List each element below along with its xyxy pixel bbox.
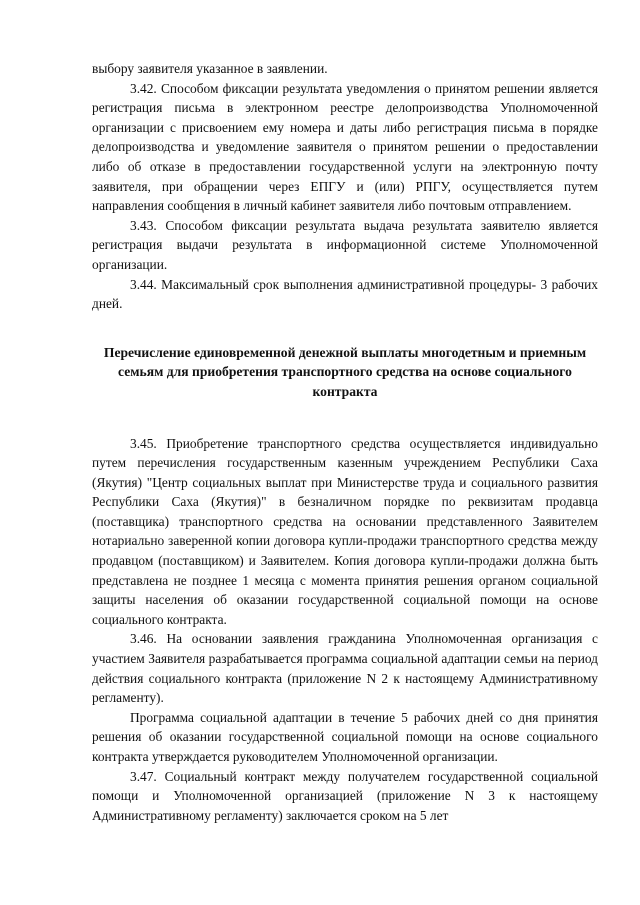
paragraph-3-43: 3.43. Способом фиксации результата выдача результата заявителю является регистрация выдачи результата в информационной системе Уполномоченной организации.: [92, 217, 598, 272]
section-heading: Перечисление единовременной денежной выплаты многодетным и приемным семьям для приобретения транспортного средства на основе социального контракта: [103, 344, 587, 399]
paragraph-3-47: 3.47. Социальный контракт между получателем государственной социальной помощи и Уполномоченной организацией (приложение N 3 к настоящему Административному регламенту) заключается сроком на 5 лет: [92, 768, 598, 823]
paragraph-continuation: выбору заявителя указанное в заявлении.: [92, 61, 328, 76]
paragraph-adaptation-program: Программа социальной адаптации в течение 5 рабочих дней со дня принятия решения об оказании государственной социальной помощи на основе социального контракта утверждается руководителем Уполномоченной организации.: [92, 709, 598, 764]
paragraph-3-42: 3.42. Способом фиксации результата уведомления о принятом решении является регистрация письма в электронном реестре делопроизводства Уполномоченной организации с присвоением ему номера и даты либо регистрация письма в порядке делопроизводства и уведомление заявителя о принятом решении о предоставлении либо об отказе в предоставлении государственной услуги на электронную почту заявителя, при обращении через ЕПГУ и (или) РПГУ, осуществляется путем направления сообщения в личный кабинет заявителя либо почтовым отправлением.: [92, 80, 598, 214]
paragraph-3-44: 3.44. Максимальный срок выполнения административной процедуры- 3 рабочих дней.: [92, 276, 598, 312]
document-page: [92, 59, 598, 825]
paragraph-3-46: 3.46. На основании заявления гражданина Уполномоченная организация с участием Заявителя разрабатывается программа социальной адаптации семьи на период действия социального контракта (приложение N 2 к настоящему Административному регламенту).: [92, 631, 598, 706]
paragraph-3-45: 3.45. Приобретение транспортного средства осуществляется индивидуально путем перечисления государственным казенным учреждением Республики Саха (Якутия) "Центр социальных выплат при Министерстве труда и социального развития Республики Саха (Якутия)" в безналичном порядке по реквизитам продавца (поставщика) транспортного средства на основании представленного Заявителем нотариально заверенной копии договора купли-продажи транспортного средства между продавцом (поставщиком) и Заявителем. Копия договора купли-продажи должна быть представлена не позднее 1 месяца с момента принятия решения органом социальной защиты населения об оказании государственной социальной помощи на основе социального контракта.: [92, 435, 598, 627]
